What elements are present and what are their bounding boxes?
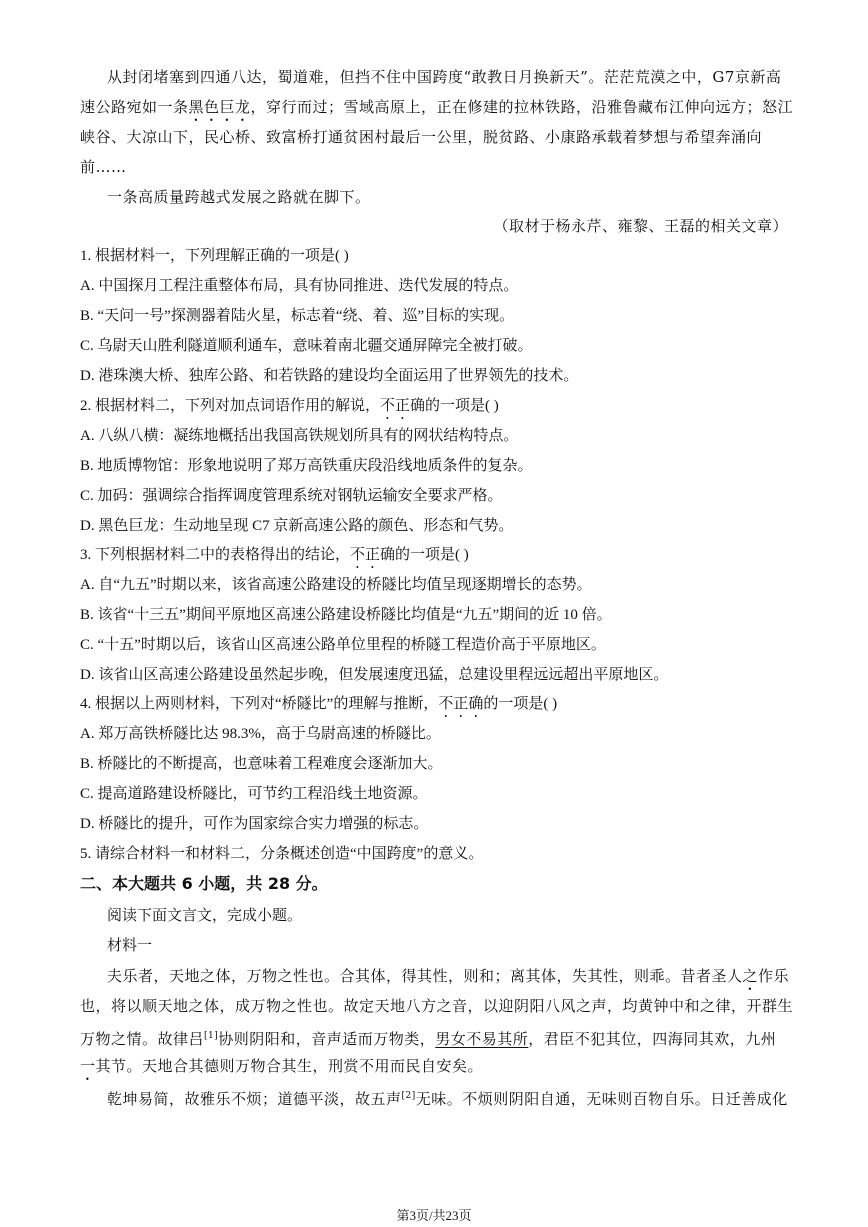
passage-line: 从封闭堵塞到四通八达，蜀道难，但挡不住中国跨度“敢教日月换新天”。茫茫荒漠之中，G7京新高 (107, 68, 782, 86)
question-2: 2. 根据材料二，下列对加点词语作用的解说，不正确的一项是( ) (80, 398, 499, 414)
footnote-marker: [2] (401, 1091, 416, 1101)
classical-text-line: 也，将以顺天地之体，成万物之性也。故定天地八方之音，以迎阴阳八风之声，均黄钟中和之律，开群生 (80, 997, 794, 1015)
question-4: 4. 根据以上两则材料，下列对“桥隧比”的理解与推断，不正确的一项是( ) (80, 696, 558, 712)
emphasis-dotted-phrase: 不正确 (438, 696, 484, 712)
emphasis-dotted-char: 一 (80, 1057, 96, 1075)
passage-line: 峡谷、大凉山下，民心桥、致富桥打通贫困村最后一公里，脱贫路、小康路承载着梦想与希望奔涌向 (80, 128, 763, 146)
section-intro: 阅读下面文言文，完成小题。 (107, 908, 303, 924)
classical-text-line: 万物之情。故律吕[1]协则阴阳和，音声适而万物类，男女不易其所，君臣不犯其位，四海同其欢，九州 (80, 1030, 777, 1048)
question-3: 3. 下列根据材料二中的表格得出的结论，不正确的一项是( ) (80, 547, 469, 563)
classical-text-line: 乾坤易简，故雅乐不烦；道德平淡，故五声[2]无味。不烦则阴阳自通，无味则百物自乐。日迁善成化 (107, 1090, 788, 1108)
question-5: 5. 请综合材料一和材料二，分条概述创造“中国跨度”的意义。 (80, 846, 484, 862)
emphasis-dotted-phrase: 不正 (350, 547, 381, 563)
option-3d: D. 该省山区高速公路建设虽然起步晚，但发展速度迅猛，总建设里程远远超出平原地区。 (80, 667, 669, 683)
section-heading: 二、本大题共 6 小题，共 28 分。 (80, 874, 328, 893)
option-2c: C. 加码：强调综合指挥调度管理系统对钢轨运输安全要求严格。 (80, 488, 503, 504)
option-4a: A. 郑万高铁桥隧比达 98.3%，高于乌尉高速的桥隧比。 (80, 726, 441, 742)
option-4d: D. 桥隧比的提升，可作为国家综合实力增强的标志。 (80, 816, 429, 832)
option-2b: B. 地质博物馆：形象地说明了郑万高铁重庆段沿线地质条件的复杂。 (80, 458, 533, 474)
question-1: 1. 根据材料一，下列理解正确的一项是( ) (80, 248, 349, 264)
emphasis-dotted-char: 之 (742, 967, 759, 985)
passage-source: （取材于杨永芹、雍黎、王磊的相关文章） (493, 217, 788, 235)
material-label: 材料一 (107, 938, 153, 954)
option-2d: D. 黑色巨龙：生动地呈现 C7 京新高速公路的颜色、形态和气势。 (80, 518, 514, 534)
passage-line: 一条高质量跨越式发展之路就在脚下。 (107, 188, 371, 206)
option-3a: A. 自“九五”时期以来，该省高速公路建设的桥隧比均值呈现逐期增长的态势。 (80, 577, 592, 593)
footnote-marker: [1] (204, 1031, 219, 1041)
option-1a: A. 中国探月工程注重整体布局，具有协同推进、迭代发展的特点。 (80, 278, 519, 294)
classical-text-line: 一其节。天地合其德则万物合其生，刑赏不用而民自安矣。 (80, 1057, 484, 1075)
option-1d: D. 港珠澳大桥、独库公路、和若铁路的建设均全面运用了世界领先的技术。 (80, 368, 579, 384)
underlined-phrase: 男女不易其所 (435, 1030, 529, 1048)
option-4c: C. 提高道路建设桥隧比，可节约工程沿线土地资源。 (80, 786, 428, 802)
option-1b: B. “天问一号”探测器着陆火星，标志着“绕、着、巡”目标的实现。 (80, 308, 515, 324)
option-3b: B. 该省“十三五”期间平原地区高速公路建设桥隧比均值是“九五”期间的近 10 倍。 (80, 607, 612, 623)
classical-text-line: 夫乐者，天地之体，万物之性也。合其体，得其性，则和；离其体，失其性，则乖。昔者圣人之作乐 (107, 967, 790, 985)
emphasis-dotted-phrase: 不正 (380, 398, 411, 414)
option-3c: C. “十五”时期以后，该省山区高速公路单位里程的桥隧工程造价高于平原地区。 (80, 637, 606, 653)
passage-line: 速公路宛如一条黑色巨龙，穿行而过；雪域高原上，正在修建的拉林铁路，沿雅鲁藏布江伸向远方；怒江 (80, 98, 794, 116)
option-4b: B. 桥隧比的不断提高，也意味着工程难度会逐渐加大。 (80, 756, 443, 772)
emphasis-dotted-phrase: 黑色巨龙 (188, 98, 251, 116)
option-1c: C. 乌尉天山胜利隧道顺利通车，意味着南北疆交通屏障完全被打破。 (80, 338, 533, 354)
page-footer: 第3页/共23页 (396, 1208, 472, 1223)
option-2a: A. 八纵八横：凝练地概括出我国高铁规划所具有的网状结构特点。 (80, 428, 519, 444)
passage-line: 前…… (80, 158, 127, 176)
